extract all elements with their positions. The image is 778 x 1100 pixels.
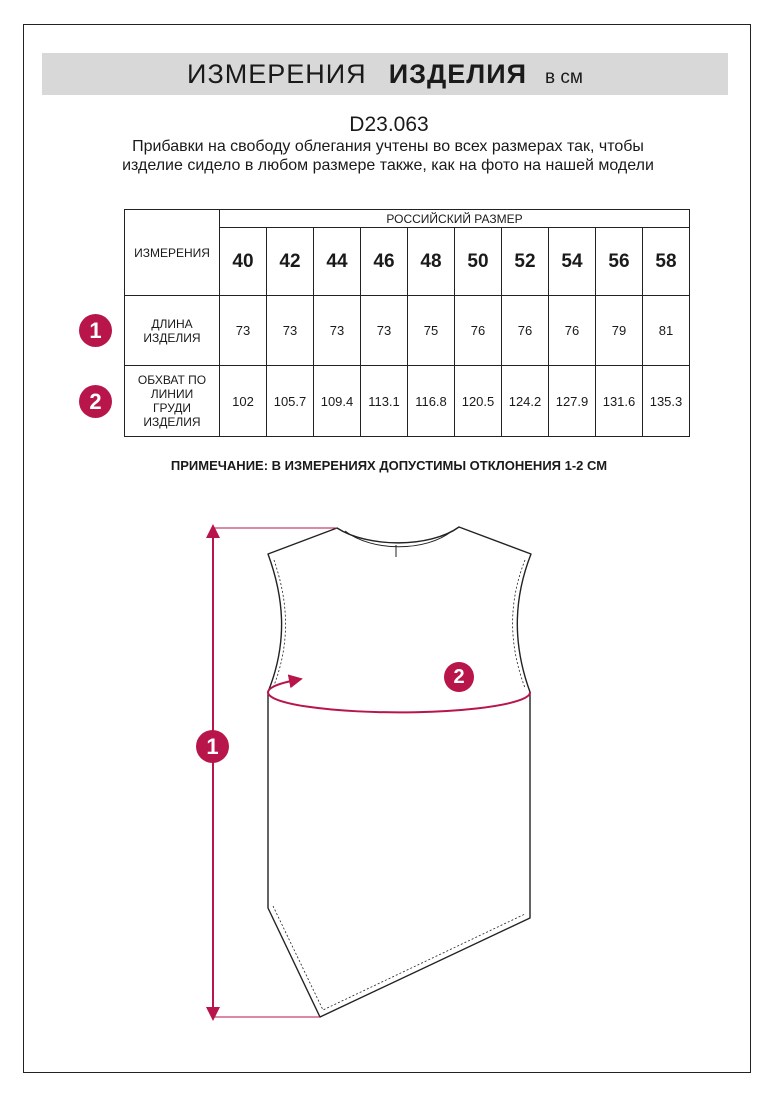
garment-outline — [268, 527, 531, 1017]
table-cell: 135.3 — [643, 366, 690, 437]
size-header: 58 — [643, 228, 690, 296]
table-cell: 109.4 — [314, 366, 361, 437]
table-cell: 73 — [361, 296, 408, 366]
table-cell: 73 — [267, 296, 314, 366]
product-code: D23.063 — [349, 113, 429, 136]
size-header: 44 — [314, 228, 361, 296]
size-header: 54 — [549, 228, 596, 296]
table-cell: 102 — [220, 366, 267, 437]
table-cell: 127.9 — [549, 366, 596, 437]
title-bold: ИЗДЕЛИЯ — [388, 59, 528, 89]
size-header: 40 — [220, 228, 267, 296]
table-cell: 120.5 — [455, 366, 502, 437]
title-unit: в см — [545, 67, 583, 88]
chest-marker: 2 — [444, 662, 474, 692]
row-label-length: ДЛИНА ИЗДЕЛИЯ — [125, 296, 220, 366]
table-cell: 113.1 — [361, 366, 408, 437]
table-cell: 81 — [643, 296, 690, 366]
title-light: ИЗМЕРЕНИЯ — [187, 59, 367, 89]
size-header: 46 — [361, 228, 408, 296]
row-badge-1: 1 — [79, 314, 112, 347]
table-cell: 76 — [549, 296, 596, 366]
length-measure-line — [213, 528, 337, 1017]
table-cell: 75 — [408, 296, 455, 366]
size-header: 48 — [408, 228, 455, 296]
size-header: 42 — [267, 228, 314, 296]
size-header: 52 — [502, 228, 549, 296]
row-badge-2: 2 — [79, 385, 112, 418]
length-marker: 1 — [196, 730, 229, 763]
table-cell: 116.8 — [408, 366, 455, 437]
table-cell: 73 — [314, 296, 361, 366]
size-header: 50 — [455, 228, 502, 296]
table-cell: 73 — [220, 296, 267, 366]
table-cell: 131.6 — [596, 366, 643, 437]
table-cell: 76 — [455, 296, 502, 366]
measure-header: ИЗМЕРЕНИЯ — [125, 210, 220, 296]
row-label-chest: ОБХВАТ ПО ЛИНИИ ГРУДИ ИЗДЕЛИЯ — [125, 366, 220, 437]
table-cell: 105.7 — [267, 366, 314, 437]
table-cell: 79 — [596, 296, 643, 366]
size-header: 56 — [596, 228, 643, 296]
table-cell: 124.2 — [502, 366, 549, 437]
table-cell: 76 — [502, 296, 549, 366]
intro-text: Прибавки на свободу облегания учтены во всех размерах так, чтобы изделие сидело в любом размере также, как на фото на нашей модели — [122, 138, 654, 174]
tolerance-remark: ПРИМЕЧАНИЕ: В ИЗМЕРЕНИЯХ ДОПУСТИМЫ ОТКЛОНЕНИЯ 1-2 СМ — [170, 458, 608, 473]
chest-measure-ellipse — [268, 680, 530, 712]
size-system-header: РОССИЙСКИЙ РАЗМЕР — [220, 210, 690, 228]
